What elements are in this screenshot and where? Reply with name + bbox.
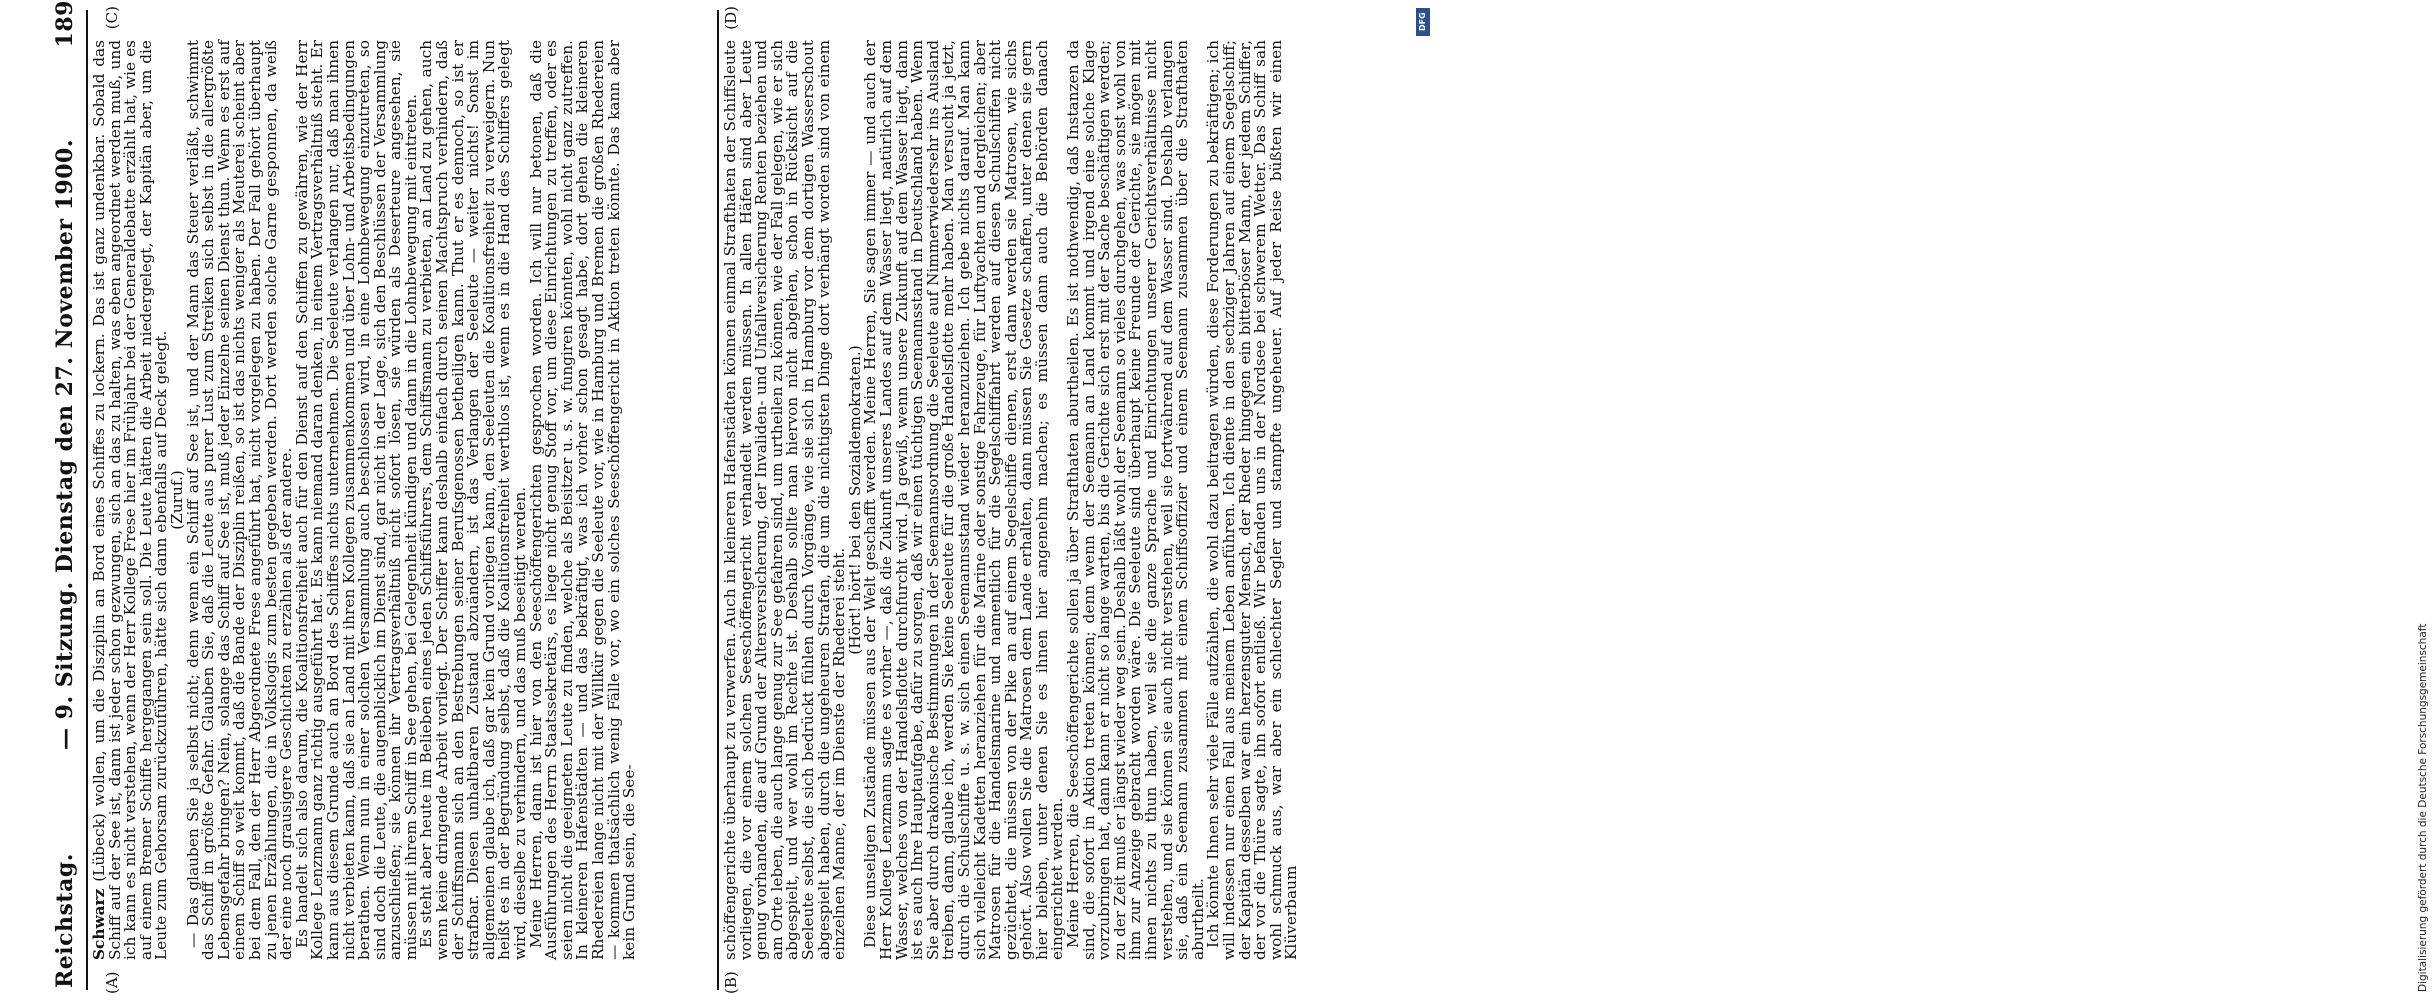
column-divider <box>717 10 719 990</box>
speaker-name: Schwarz <box>90 888 108 960</box>
margin-marker-c: (C) <box>103 6 121 30</box>
dfg-logo: DFG <box>1416 8 1430 36</box>
margin-marker-a: (A) <box>103 971 121 994</box>
paragraph: schöffengerichte überhaupt zu verwerfen. Auch in kleineren Hafenstädten können einmal Strafthaten der Schiffsleute vorliegen, die vor einem solchen Seeschöffengericht verhandelt werden müssen. In allen Häfen sind aber Leute genug vorhanden, die auf Grund der Altersversicherung, der Invaliden- und Unfallversicherung Renten beziehen und am Orte leben, die auch lange genug zur See gefahren sind, um urtheilen zu können, wie der Fall gelegen, wie er sich abgespielt, und wer wohl im Rechte ist. Deshalb sollte man hiervon nicht abgehen, schon in Rücksicht auf die Seeleute selbst, die sich bedrückt fühlen durch Vorgänge, wie sie sich in Hamburg vor dem dortigen Wasserschout abgespielt haben, durch die ungeheuren Strafen, die um die nichtigsten Dinge dort verhängt worden sind von einem einzelnen Manne, der im Dienste der Rhederei steht. <box>721 40 849 960</box>
paragraph: Es handelt sich also darum, die Koalitionsfreiheit auch für den Dienst auf den Schiffen zu gewähren, wie der Herr Kollege Lenzmann ganz richtig ausgeführt hat. Es kann niemand daran denken, in einem Vertragsverhältniß steht. Er kann aus diesem Grunde auch an Bord des Schiffes nichts unternehmen. Die Seeleute verlangen nur, daß man ihnen nicht verbieten kann, daß sie an Land mit ihren Kollegen zusammenkommen und über Lohn- und Arbeitsbedingungen berathen. Wenn nun in einer solchen Versammlung auch beschlossen wird, in eine Lohnbewegung einzutreten, so sind doch die Leute, die augenblicklich im Dienst sind, gar nicht in der Lage, sich den Beschlüssen der Versammlung anzuschließen; sie können ihr Vertragsverhältniß nicht sofort lösen, sie würden als Deserteure angesehen, sie müssen mit ihrem Schiff in See gehen, bei Gelegenheit kündigen und dann in die Lohnbewegung mit eintreten. <box>292 40 420 960</box>
margin-marker-d: (D) <box>722 6 740 30</box>
text-column-2 <box>723 40 1335 960</box>
paragraph: Diese unseligen Zustände müssen aus der Welt geschafft werden. Meine Herren, Sie sagen immer — und auch der Herr Kollege Lenzmann sagte es vorher —, daß die Zukunft unseres Landes auf dem Wasser liegt, natürlich auf dem Wasser, welches von der Handelsflotte durchfurcht wird. Ja gewiß, wenn unsere Zukunft auf dem Wasser liegt, dann ist es auch Ihre Hauptaufgabe, dafür zu sorgen, daß wir einen tüchtigen Seemannsstand in Deutschland haben. Wenn Sie aber durch drakonische Bestimmungen in der Seemannsordnung die Seeleute auf Nimmerwiedersehr ins Ausland treiben, dann, glaube ich, werden Sie keine Seeleute für die große Handelsflotte mehr haben. Man versucht ja jetzt, durch die Schulschiffe u. s. w. sich einen Seemannsstand wieder heranzuziehen. Ich gebe nichts darauf. Man kann sich vielleicht Kadetten heranziehen für die Marine oder sonstige Fahrzeuge, für Luftyachten und dergleichen; aber Matrosen für die Handelsmarine und namentlich für die Segelschifffahrt werden auf diesen Schulschiffen nicht gezüchtet, die müssen von der Pike an auf einem Segelschiffe dienen, erst dann werden sie Matrosen, wie sichs gehört. Also wollen Sie die Matrosen dem Lande erhalten, dann müssen Sie Gesetze schaffen, unter denen sie gern hier bleiben, unter denen Sie es ihnen hier angenehm machen; es müssen dann auch die Behörden danach eingerichtet werden. <box>861 40 1067 960</box>
header-rule <box>86 10 88 990</box>
interjection: (Zuruf.) <box>167 470 186 530</box>
paragraph: wollen, um die Disziplin an Bord eines Schiffes zu lockern. Das ist ganz undenkbar. Sobald das Schiff auf der See ist, dann ist jeder schon gezwungen, sich an das zu halten, was eben angeordnet werden muß, und ich kann es nicht verstehen, wenn der Herr Kollege Frese hier im Frühjahr bei der Generaldebatte erzählt hat, wie es auf einem Bremer Schiffe hergegangen sein soll. Die Leute hätten die Arbeit niedergelegt, der Kapitän aber, um die Leute zum Gehorsam zurückzuführen, hätte sich dann ebenfalls auf Deck gelegt. <box>90 40 171 960</box>
paragraph: Meine Herren, die Seeschöffengerichte sollen ja über Strafthaten aburtheilen. Es ist nothwendig, daß Instanzen da sind, die sofort in Aktion treten können; denn wenn der Seemann an Land kommt und irgend eine solche Klage vorzubringen hat, dann kann er nicht so lange warten, bis die Gerichte sich erst mit der Sache beschäftigen werden; zu der Zeit muß er längst wieder weg sein. Deshalb läßt wohl der Seemann so vieles durchgehen, was sonst wohl von ihm zur Anzeige gebracht worden wäre. Die Seeleute sind überhaupt keine Freunde der Gerichte, sie mögen mit ihnen nichts zu thun haben, weil sie die ganze Sprache und Einrichtungen unserer Gerichtsverhältnisse nicht verstehen, und sie können sie auch nicht verstehen, weil sie fortwährend auf dem Wasser sind. Deshalb verlangen sie, daß ein Seemann zusammen mit einem Schiffsoffizier und einem Seemann zusammen über die Strafthaten aburtheilt. <box>1064 40 1207 960</box>
paragraph: Es steht aber heute im Belieben eines jeden Schiffsführers, dem Schiffsmann zu verbieten, an Land zu gehen, auch wenn keine dringende Arbeit vorliegt. Der Schiffer kann deshalb einfach durch seinen Machtspruch verhindern, daß der Schiffsmann sich an den Bestrebungen seiner Berufsgenossen betheiligen kann. Thut er es dennoch, so ist er strafbar. Diesen unhaltbaren Zustand abzuändern, ist das Verlangen der Seeleute — weiter nichts! Sonst im allgemeinen glaube ich, daß gar kein Grund vorliegen kann, den Seeleuten die Koalitionsfreiheit zu verweigern. Nun heißt es in der Begründung selbst, daß die Koalitionsfreiheit werthlos ist, wenn es in die Hand des Schiffers gelegt wird, dieselbe zu verhindern, und das muß beseitigt werden. <box>417 40 530 960</box>
text-column-1 <box>92 40 710 960</box>
header-reichstag: Reichstag. <box>52 853 78 988</box>
paragraph: Ich könnte Ihnen sehr viele Fälle aufzählen, die wohl dazu beitragen würden, diese Forderungen zu bekräftigen; ich will indessen nur einen Fall aus meinem Leben anführen. Ich diente in den sechziger Jahren auf einem Segelschiff; der Kapitän desselben war ein herzensguter Mensch, der Rheder hingegen ein bitterböser Mann, der jedem Schiffer, der vor die Thüre sagte, ihn sofort entließ. Wir befanden uns in der Nordsee bei schwerem Wetter. Das Schiff sah wohl schmuck aus, war aber ein schlechter Segler und stampfte ungeheuer. Auf jeder Reise büßten wir einen Klüverbaum <box>1204 40 1301 960</box>
speaker-place: (Lübeck) <box>90 813 108 882</box>
digitization-note: Digitalisierung gefördert durch die Deutsche Forschungsgemeinschaft <box>2417 623 2429 992</box>
interjection: (Hört! hört! bei den Sozialdemokraten.) <box>845 345 864 655</box>
header-session-date: — 9. Sitzung. Dienstag den 27. November 1900. <box>52 139 78 750</box>
margin-marker-b: (B) <box>722 971 740 994</box>
speaker-line <box>92 40 170 960</box>
paragraph: Meine Herren, dann ist hier von den Seeschöffengerichten gesprochen worden. Ich will nur betonen, daß die Ausführungen des Herrn Staatssekretärs, es liege nicht genug Stoff vor, um diese Einrichtungen zu treffen, oder es seien nicht die geeigneten Leute zu finden, welche als Beisitzer u. s. w. fungiren könnten, wohl nicht ganz zutreffen. In kleineren Hafenstädten — und das bekräftigt, was ich vorher schon gesagt habe, dort gehen die kleineren Rhedereien lange nicht mit der Willkür gegen die Seeleute vor, wie in Hamburg und Bremen die großen Rhedereien — kommen thatsächlich wenig Fälle vor, wo ein solches Seeschöffengericht in Aktion treten könnte. Das kann aber kein Grund sein, die See- <box>526 40 639 960</box>
page-number: 189 <box>52 0 78 48</box>
paragraph: — Das glauben Sie ja selbst nicht; denn wenn ein Schiff auf See ist, und der Mann das Steuer verläßt, schwimmt das Schiff in größte Gefahr. Glauben Sie, daß die Leute aus purer Lust zum Streiken sich selbst in die allergrößte Lebensgefahr bringen? Nein, solange das Schiff auf See ist, muß jeder Einzelne seinen Dienst thun. Wenn es erst auf einem Schiff so weit kommt, daß die Bande der Disziplin reißen, so ist das nichts weniger als Meuterei scheint aber bei dem Fall, den der Herr Abgeordnete Frese angeführt hat, nicht vorgelegen zu haben. Der Fall gehört überhaupt zu jenen Erzählungen, die in Volkslogis zum besten gegeben werden. Dort werden solche Garne gesponnen, da weiß der eine noch grausigere Geschichten zu erzählen als der andere. <box>183 40 296 960</box>
